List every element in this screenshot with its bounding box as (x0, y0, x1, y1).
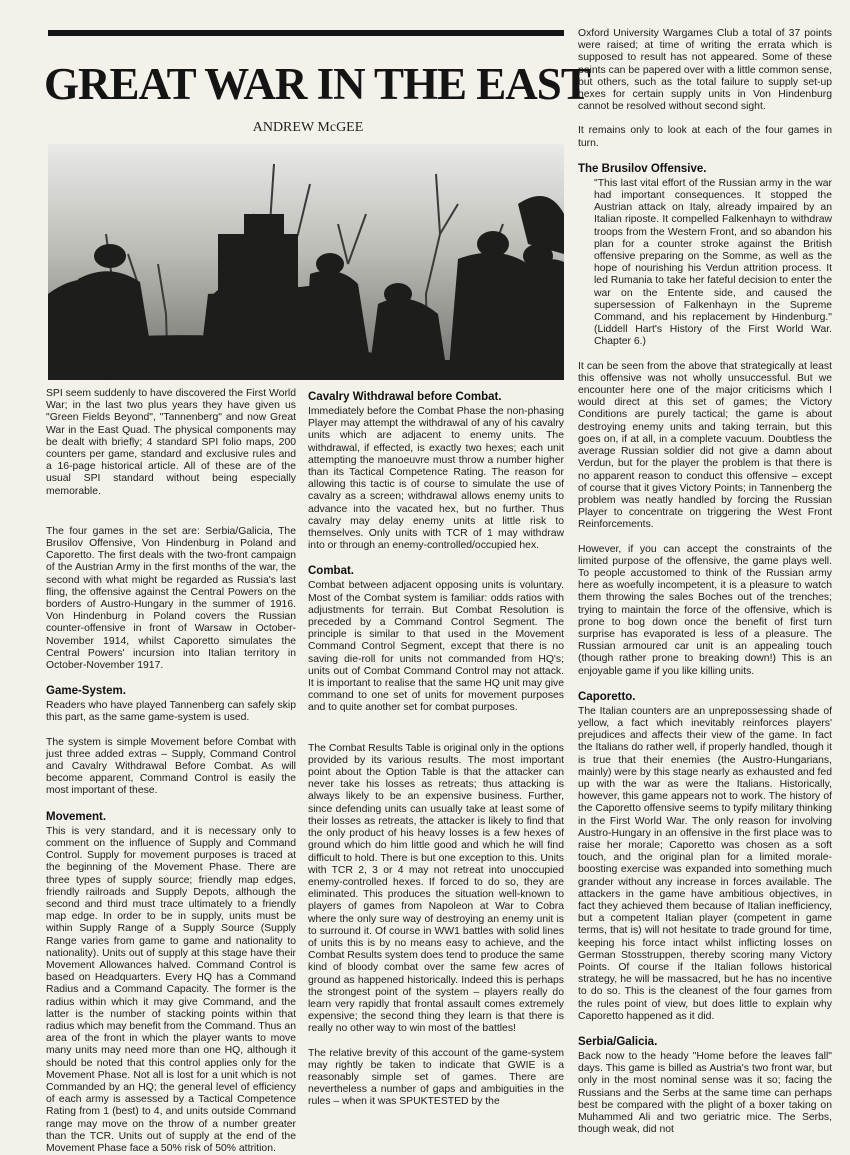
section-heading: The Brusilov Offensive. (578, 162, 707, 175)
paragraph: The four games in the set are: Serbia/Galicia, The Brusilov Offensive, Von Hindenburg in Poland and Caporetto. The first deals with the two-front campaign of the Austrian Army in the first months of the war, the second with what might be regarded as Russia's last fling, the offensive against the Central Powers on the borders of Austro-Hungary in the summer of 1916. Von Hindenburg in Poland covers the Russian counter-offensive in front of Warsaw in October-November 1914, whilst Caporetto simulates the Central Powers' incursion into Italian territory in October-November 1917. (46, 525, 296, 672)
paragraph: The Italian counters are an unprepossessing shade of yellow, a fact which inevitably reinforces players' prejudices and affects their view of the game. In fact the Italians do rather well, if properly handled, though it is true that their enemies (the Austro-Hungarians, mainly) were by this stage nearly as exhausted and fed up with the war as were the Italians. Historically, however, this game appears not to work. The history of the Caporetto offensive seems to typify military thinking in the First World War. The only reason for involving Austro-Hungary in an offensive in the first place was to raise her morale; Caporetto was chosen as a soft touch, and the original plan for a limited morale-boosting exercise was expanded into something much grander without any increase in forces available. The attackers in the game have ambitious objectives, in fact they achieved them because of Italian inefficiency, but a competent Italian player (competent in game terms, that is) will not hesitate to trade ground for time, keeping his force intact whilst inflicting losses on German Stosstruppen, thereby scoring many Victory Points. Of course if the Italian follows historical strategy, he will be massacred, but he has no incentive to do so. This is the cleanest of the four games from the rules point of view, but does little to explain why Caporetto happened as it did. (578, 705, 832, 1022)
section-heading: Caporetto. (578, 690, 636, 703)
paragraph: It remains only to look at each of the four games in turn. (578, 125, 832, 149)
top-rule (48, 30, 564, 36)
column-1 (46, 388, 296, 1154)
paragraph: It can be seen from the above that strategically at least this offensive was not wholly unsuccessful. But we encounter here one of the major criticisms which I would direct at this set of games; the Victory Conditions are purely tactical; the game is about destroying enemy units and taking terrain, but this goes on, if at all, in a complete vacuum. Doubtless the average Russian soldier did not give a damn about Verdun, but for the player the problem is that there is no apparent reason to conduct this offensive – except of course that it gives Victory Points; in Tannenberg the problem was neatly handled by forcing the Russian Player to concentrate on triggering the West Front Reinforcements. (578, 360, 832, 531)
paragraph: SPI seem suddenly to have discovered the First World War; in the last two plus years they have given us "Green Fields Beyond", "Tannenberg" and now Great War in the East Quad. The physical components may be dealt with briefly; 4 standard SPI folio maps, 200 counters per game, standard and exclusive rules and a 16-page historical article. All of these are of the usual SPI standard without being especially memorable. (46, 388, 296, 497)
article-title: GREAT WAR IN THE EAST (44, 59, 590, 109)
paragraph: Back now to the heady "Home before the leaves fall" days. This game is billed as Austria's two front war, but only in the most nominal sense was it so; facing the Russians and the Serbs at the same time can perhaps best be compared with the plight of a boxer taking on Muhammed Ali and two geriatric mice. The Serbs, though weak, did not (578, 1051, 832, 1136)
paragraph: However, if you can accept the constraints of the limited purpose of the offensive, the game plays well. To people accustomed to think of the Russian army here as woefully incompetent, it is a pleasure to watch them throwing the sales Boches out of the trenches; trying to maintain the force of the offensive, which is prone to bog down once the benefit of first turn surprise has evaporated is less of a pleasure. The Russian armoured car unit is an appealing touch (though rather prone to breaking down!) This is an enjoyable game if you like killing units. (578, 543, 832, 677)
section-heading: Cavalry Withdrawal before Combat. (308, 391, 502, 403)
paragraph: The Combat Results Table is original only in the options provided by its various results. The most important point about the Option Table is that the attacker can never take his losses as retreats; thus attacking is always likely to be an expensive business. Further, since defending units can usually take at least some of their losses as retreats, the attacker is likely to find that the only product of his heavy losses is a few hexes of ground which do him little good and which he will find difficult to hold. There is but one exception to this. Units with TCR 2, 3 or 4 may not retreat into unoccupied enemy-controlled hexes. If forced to do so, they are eliminated. This produces the situation well-known to players of games from Napoleon at War to Cobra where the only sure way of destroying an enemy unit is to surround it. Of course in WW1 battles with solid lines of units this is by no means easy to achieve, and the Combat Results system does tend to produce the same kind of bloody combat over the same few acres of ground as happened historically. Indeed this is perhaps the strongest point of the system – players really do learn very rapidly that frontal assault comes extremely expensive; the second thing they learn is that there is really no other way to win most of the battles! (308, 742, 564, 1035)
section-heading: Game-System. (46, 685, 126, 698)
author-byline: ANDREW McGEE (252, 120, 364, 135)
paragraph: The system is simple Movement before Combat with just three added extras – Supply, Command Control and Cavalry Withdrawal Before Combat. As will become apparent, Command Control is easily the most important of these. (46, 736, 296, 797)
section-heading: Movement. (46, 810, 107, 823)
section-heading: Serbia/Galicia. (578, 1036, 658, 1049)
paragraph: Oxford University Wargames Club a total of 37 points were raised; at time of writing the errata which is supposed to result has not appeared. Some of these points can be papered over with a little common sense, but others, such as the total failure to supply set-up hexes for certain supply units in Von Hindenburg cannot be resolved without second sight. (578, 28, 832, 113)
section-heading: Combat. (308, 565, 354, 578)
paragraph: Combat between adjacent opposing units is voluntary. Most of the Combat system is familiar: odds ratios with adjustments for terrain. But Combat Resolution is preceded by a Command Control Segment. The principle is similar to that used in the Movement Command Control Segment, except that there is no saving die-roll for units not commanded from HQ's; units out of Combat Command Control may not attack. It is important to realise that the same HQ unit may give command to one set of units for movement purposes and to quite another set for combat purposes. (308, 580, 564, 714)
paragraph: The relative brevity of this account of the game-system may rightly be taken to indicate that GWIE is a reasonably simple set of games. There are nevertheless a number of gaps and ambiguities in the rules – when it was SPUKTESTED by the (308, 1047, 564, 1108)
article-photo (48, 144, 564, 380)
paragraph: This is very standard, and it is necessary only to comment on the influence of Supply and Command Control. Supply for movement purposes is traced at the beginning of the Movement Phase. There are three types of supply source; friendly map edges, friendly railroads and Supply Depots, although the second and third must trace ultimately to a friendly map edge. In order to be in supply, units must be within Supply Range of a Supply Source (Supply Range varies from game to game and nationality to nationality). Units out of supply at this stage have their Movement Allowances halved. Command Control is based on Headquarters. Every HQ has a Command Radius and a Command Capacity. The former is the radius within which it may give Command, and the latter is the number of stacking points within that radius which may benefit from the Command. Thus an area of the front in which the player wants to move many units may need more than one HQ, although it should be noted that this control applies only for the Movement Phase. Not all is lost for a unit which is not Commanded by an HQ; the general level of efficiency of each army is assessed by a Tactical Competence Rating from 1 (best) to 4, and units outside Command range may move on the throw of a number greater than the TCR. Units out of supply at the end of the Movement Phase face a 50% risk of 50% attrition. (46, 825, 296, 1154)
paragraph: Immediately before the Combat Phase the non-phasing Player may attempt the withdrawal of any of his cavalry units which are adjacent to enemy units. The withdrawal, if effected, is exactly two hexes; each unit attempting the manoeuvre must throw a number higher than its Tactical Competence Rating. The reason for allowing this tactic is of course to simulate the use of cavalry as a screen; withdrawal allows enemy units to advance into the vacated hex, but no further. Thus cavalry may delay enemy units at little risk to themselves. Only units with TCR of 1 may withdraw into or through an enemy-controlled/occupied hex. (308, 406, 564, 552)
paragraph: Readers who have played Tannenberg can safely skip this part, as the same game-system is used. (46, 700, 296, 724)
column-3 (578, 28, 832, 1136)
column-2 (308, 388, 564, 1108)
block-quote: "This last vital effort of the Russian army in the war had important consequences. It stopped the Austrian attack on Italy, already impaired by an Italian riposte. It compelled Falkenhayn to withdraw troops from the Western Front, and so abandon his plan for a counter stroke against the British offensive preparing on the Somme, as well as the hope of nourishing his Verdun attrition process. It led Rumania to take her fateful decision to enter the war on the Entente side, and caused the supersession of Falkenhayn in the Supreme Command, and his replacement by Hindenburg." (Liddell Hart's History of the First World War. Chapter 6.) (594, 177, 832, 348)
